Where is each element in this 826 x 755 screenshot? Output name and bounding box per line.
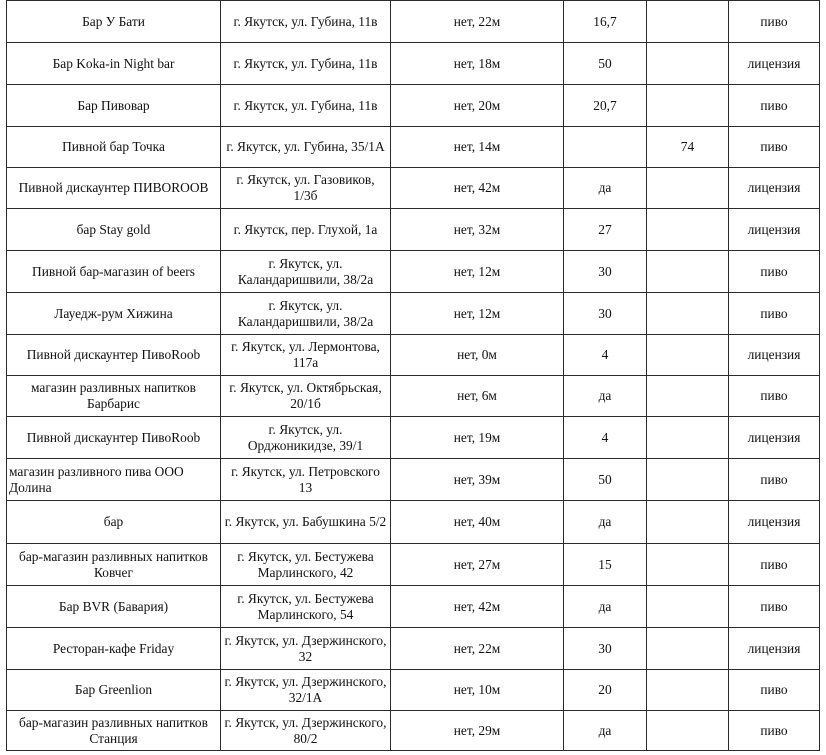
cell-area: 30 xyxy=(564,251,647,293)
cell-type: пиво xyxy=(729,544,820,586)
cell-name: Ресторан-кафе Friday xyxy=(7,628,221,670)
cell-type: пиво xyxy=(729,85,820,127)
table-row xyxy=(7,670,820,711)
cell-area: 50 xyxy=(564,43,647,85)
cell-area: 4 xyxy=(564,417,647,459)
cell-name: Бар Greenlion xyxy=(7,670,221,711)
establishments-table xyxy=(6,0,820,751)
cell-name: бар xyxy=(7,501,221,544)
cell-address: г. Якутск, ул. Октябрьская, 20/1б xyxy=(221,376,391,417)
cell-distance: нет, 12м xyxy=(391,251,564,293)
table-row xyxy=(7,43,820,85)
cell-type: лицензия xyxy=(729,417,820,459)
cell-type: пиво xyxy=(729,711,820,751)
cell-type: лицензия xyxy=(729,628,820,670)
cell-area: 4 xyxy=(564,335,647,376)
cell-name: Пивной бар-магазин of beers xyxy=(7,251,221,293)
table-body xyxy=(7,1,820,751)
cell-name: Бар BVR (Бавария) xyxy=(7,586,221,628)
cell-distance: нет, 0м xyxy=(391,335,564,376)
cell-type: лицензия xyxy=(729,168,820,209)
cell-area: да xyxy=(564,711,647,751)
table-row xyxy=(7,293,820,335)
cell-extra xyxy=(647,628,729,670)
cell-area: да xyxy=(564,376,647,417)
cell-extra xyxy=(647,209,729,251)
table-row xyxy=(7,251,820,293)
cell-extra xyxy=(647,711,729,751)
cell-extra xyxy=(647,1,729,43)
cell-name: Пивной бар Точка xyxy=(7,127,221,168)
cell-distance: нет, 19м xyxy=(391,417,564,459)
cell-type: лицензия xyxy=(729,335,820,376)
cell-area: 27 xyxy=(564,209,647,251)
cell-distance: нет, 14м xyxy=(391,127,564,168)
cell-extra xyxy=(647,168,729,209)
cell-name: бар-магазин разливных напитков Ковчег xyxy=(7,544,221,586)
cell-distance: нет, 20м xyxy=(391,85,564,127)
cell-distance: нет, 22м xyxy=(391,1,564,43)
table-row xyxy=(7,127,820,168)
table-row xyxy=(7,711,820,751)
cell-distance: нет, 6м xyxy=(391,376,564,417)
cell-name: Лауедж-рум Хижина xyxy=(7,293,221,335)
cell-name: Бар У Бати xyxy=(7,1,221,43)
cell-address: г. Якутск, ул. Бестужева Марлинского, 54 xyxy=(221,586,391,628)
cell-type: пиво xyxy=(729,670,820,711)
table-row xyxy=(7,209,820,251)
cell-address: г. Якутск, пер. Глухой, 1а xyxy=(221,209,391,251)
table-row xyxy=(7,335,820,376)
cell-distance: нет, 10м xyxy=(391,670,564,711)
table-row xyxy=(7,168,820,209)
cell-extra xyxy=(647,586,729,628)
cell-type: пиво xyxy=(729,293,820,335)
table-row xyxy=(7,628,820,670)
table-row xyxy=(7,544,820,586)
cell-area: 16,7 xyxy=(564,1,647,43)
cell-distance: нет, 32м xyxy=(391,209,564,251)
cell-area: 50 xyxy=(564,459,647,501)
table-row xyxy=(7,459,820,501)
cell-address: г. Якутск, ул. Губина, 11в xyxy=(221,85,391,127)
cell-area: 15 xyxy=(564,544,647,586)
cell-extra: 74 xyxy=(647,127,729,168)
cell-distance: нет, 42м xyxy=(391,586,564,628)
cell-extra xyxy=(647,501,729,544)
cell-distance: нет, 42м xyxy=(391,168,564,209)
cell-area: 30 xyxy=(564,293,647,335)
cell-extra xyxy=(647,335,729,376)
cell-area: 30 xyxy=(564,628,647,670)
cell-distance: нет, 18м xyxy=(391,43,564,85)
cell-name: Пивной дискаунтер ПивоRoob xyxy=(7,417,221,459)
cell-extra xyxy=(647,670,729,711)
table-row xyxy=(7,417,820,459)
cell-name: бар-магазин разливных напитков Станция xyxy=(7,711,221,751)
cell-type: лицензия xyxy=(729,43,820,85)
cell-distance: нет, 39м xyxy=(391,459,564,501)
cell-address: г. Якутск, ул. Дзержинского, 32/1А xyxy=(221,670,391,711)
cell-distance: нет, 29м xyxy=(391,711,564,751)
cell-distance: нет, 12м xyxy=(391,293,564,335)
cell-address: г. Якутск, ул. Каландаришвили, 38/2а xyxy=(221,251,391,293)
cell-distance: нет, 40м xyxy=(391,501,564,544)
cell-area: да xyxy=(564,501,647,544)
cell-type: лицензия xyxy=(729,501,820,544)
cell-address: г. Якутск, ул. Губина, 35/1А xyxy=(221,127,391,168)
cell-address: г. Якутск, ул. Дзержинского, 80/2 xyxy=(221,711,391,751)
cell-extra xyxy=(647,251,729,293)
cell-distance: нет, 27м xyxy=(391,544,564,586)
cell-name: Пивной дискаунтер ПивоRoob xyxy=(7,335,221,376)
cell-extra xyxy=(647,85,729,127)
cell-area: 20 xyxy=(564,670,647,711)
cell-type: лицензия xyxy=(729,209,820,251)
cell-type: пиво xyxy=(729,586,820,628)
cell-area: да xyxy=(564,586,647,628)
table-row xyxy=(7,1,820,43)
cell-address: г. Якутск, ул. Дзержинского, 32 xyxy=(221,628,391,670)
table-row xyxy=(7,586,820,628)
cell-type: пиво xyxy=(729,127,820,168)
cell-extra xyxy=(647,376,729,417)
cell-area xyxy=(564,127,647,168)
cell-name: бар Stay gold xyxy=(7,209,221,251)
cell-name: Бар Пивовар xyxy=(7,85,221,127)
table-row xyxy=(7,85,820,127)
cell-extra xyxy=(647,459,729,501)
cell-distance: нет, 22м xyxy=(391,628,564,670)
cell-type: пиво xyxy=(729,459,820,501)
cell-area: 20,7 xyxy=(564,85,647,127)
cell-address: г. Якутск, ул. Петровского 13 xyxy=(221,459,391,501)
cell-address: г. Якутск, ул. Бестужева Марлинского, 42 xyxy=(221,544,391,586)
cell-extra xyxy=(647,417,729,459)
cell-name: Пивной дискаунтер ПИВОROOB xyxy=(7,168,221,209)
table-row xyxy=(7,501,820,544)
cell-name: магазин разливных напитков Барбарис xyxy=(7,376,221,417)
cell-address: г. Якутск, ул. Орджоникидзе, 39/1 xyxy=(221,417,391,459)
cell-extra xyxy=(647,43,729,85)
cell-address: г. Якутск, ул. Губина, 11в xyxy=(221,43,391,85)
cell-address: г. Якутск, ул. Газовиков, 1/3б xyxy=(221,168,391,209)
cell-extra xyxy=(647,293,729,335)
cell-type: пиво xyxy=(729,1,820,43)
cell-name: магазин разливного пива ООО Долина xyxy=(7,459,221,501)
cell-address: г. Якутск, ул. Каландаришвили, 38/2а xyxy=(221,293,391,335)
cell-address: г. Якутск, ул. Лермонтова, 117а xyxy=(221,335,391,376)
cell-extra xyxy=(647,544,729,586)
cell-type: пиво xyxy=(729,376,820,417)
cell-area: да xyxy=(564,168,647,209)
cell-address: г. Якутск, ул. Бабушкина 5/2 xyxy=(221,501,391,544)
cell-name: Бар Koka-in Night bar xyxy=(7,43,221,85)
table-row xyxy=(7,376,820,417)
cell-type: пиво xyxy=(729,251,820,293)
cell-address: г. Якутск, ул. Губина, 11в xyxy=(221,1,391,43)
